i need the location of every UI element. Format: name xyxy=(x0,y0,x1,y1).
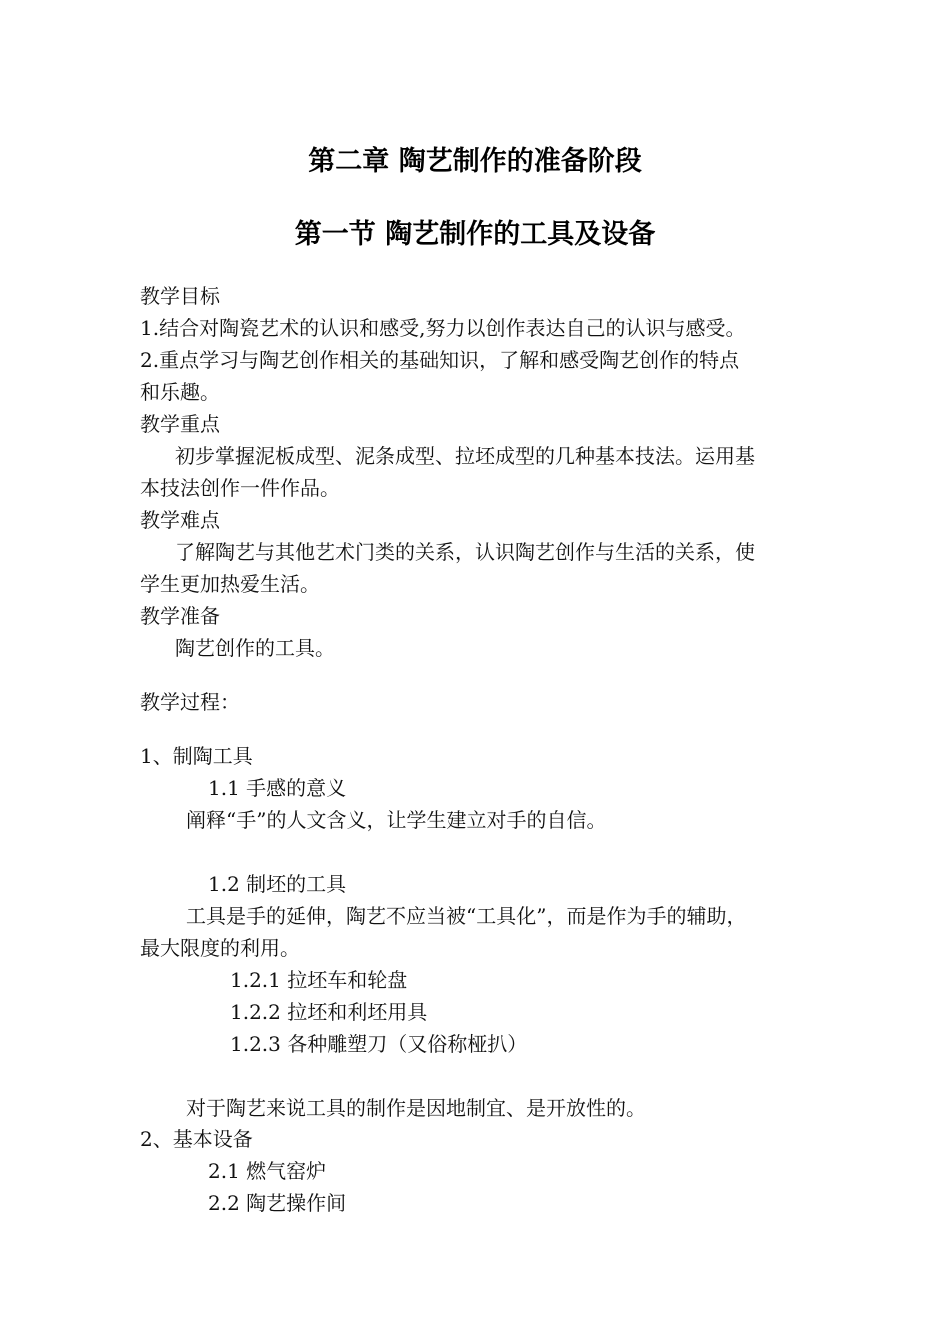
tool-list-item: 1.2.3 各种雕塑刀（又俗称桠扒） xyxy=(230,1032,528,1056)
part1-subsection-2-line-2: 最大限度的利用。 xyxy=(140,936,300,960)
part1-subsection-2-heading: 1.2 制坯的工具 xyxy=(208,872,347,896)
equipment-list-item: 2.1 燃气窑炉 xyxy=(208,1159,327,1183)
part1-subsection-1-heading: 1.1 手感的意义 xyxy=(208,776,347,800)
objective-item-2-line-2: 和乐趣。 xyxy=(140,380,220,404)
tool-list-item: 1.2.1 拉坯车和轮盘 xyxy=(230,968,408,992)
difficulties-line-2: 学生更加热爱生活。 xyxy=(140,572,320,596)
key-points-line-1: 初步掌握泥板成型、泥条成型、拉坯成型的几种基本技法。运用基 xyxy=(175,444,755,468)
chapter-title: 第二章 陶艺制作的准备阶段 xyxy=(308,146,642,177)
objective-item-1: 1.结合对陶瓷艺术的认识和感受,努力以创作表达自己的认识与感受。 xyxy=(140,316,746,340)
preparation-line-1: 陶艺创作的工具。 xyxy=(175,636,335,660)
part1-subsection-2-line-1: 工具是手的延伸，陶艺不应当被“工具化”，而是作为手的辅助， xyxy=(186,904,747,928)
part1-subsection-1-text: 阐释“手”的人文含义，让学生建立对手的自信。 xyxy=(186,808,607,832)
key-points-heading: 教学重点 xyxy=(140,412,220,436)
preparation-heading: 教学准备 xyxy=(140,604,220,628)
part1-closing: 对于陶艺来说工具的制作是因地制宜、是开放性的。 xyxy=(186,1096,646,1120)
difficulties-line-1: 了解陶艺与其他艺术门类的关系，认识陶艺创作与生活的关系，使 xyxy=(175,540,755,564)
objectives-heading: 教学目标 xyxy=(140,284,220,308)
objective-item-2-line-1: 2.重点学习与陶艺创作相关的基础知识，了解和感受陶艺创作的特点 xyxy=(140,348,740,372)
key-points-line-2: 本技法创作一件作品。 xyxy=(140,476,340,500)
part1-heading: 1、制陶工具 xyxy=(140,744,253,768)
part2-heading: 2、基本设备 xyxy=(140,1127,253,1151)
equipment-list-item: 2.2 陶艺操作间 xyxy=(208,1191,347,1215)
tool-list-item: 1.2.2 拉坯和利坯用具 xyxy=(230,1000,428,1024)
section-title: 第一节 陶艺制作的工具及设备 xyxy=(294,219,656,250)
difficulties-heading: 教学难点 xyxy=(140,508,220,532)
process-heading: 教学过程： xyxy=(140,690,240,714)
